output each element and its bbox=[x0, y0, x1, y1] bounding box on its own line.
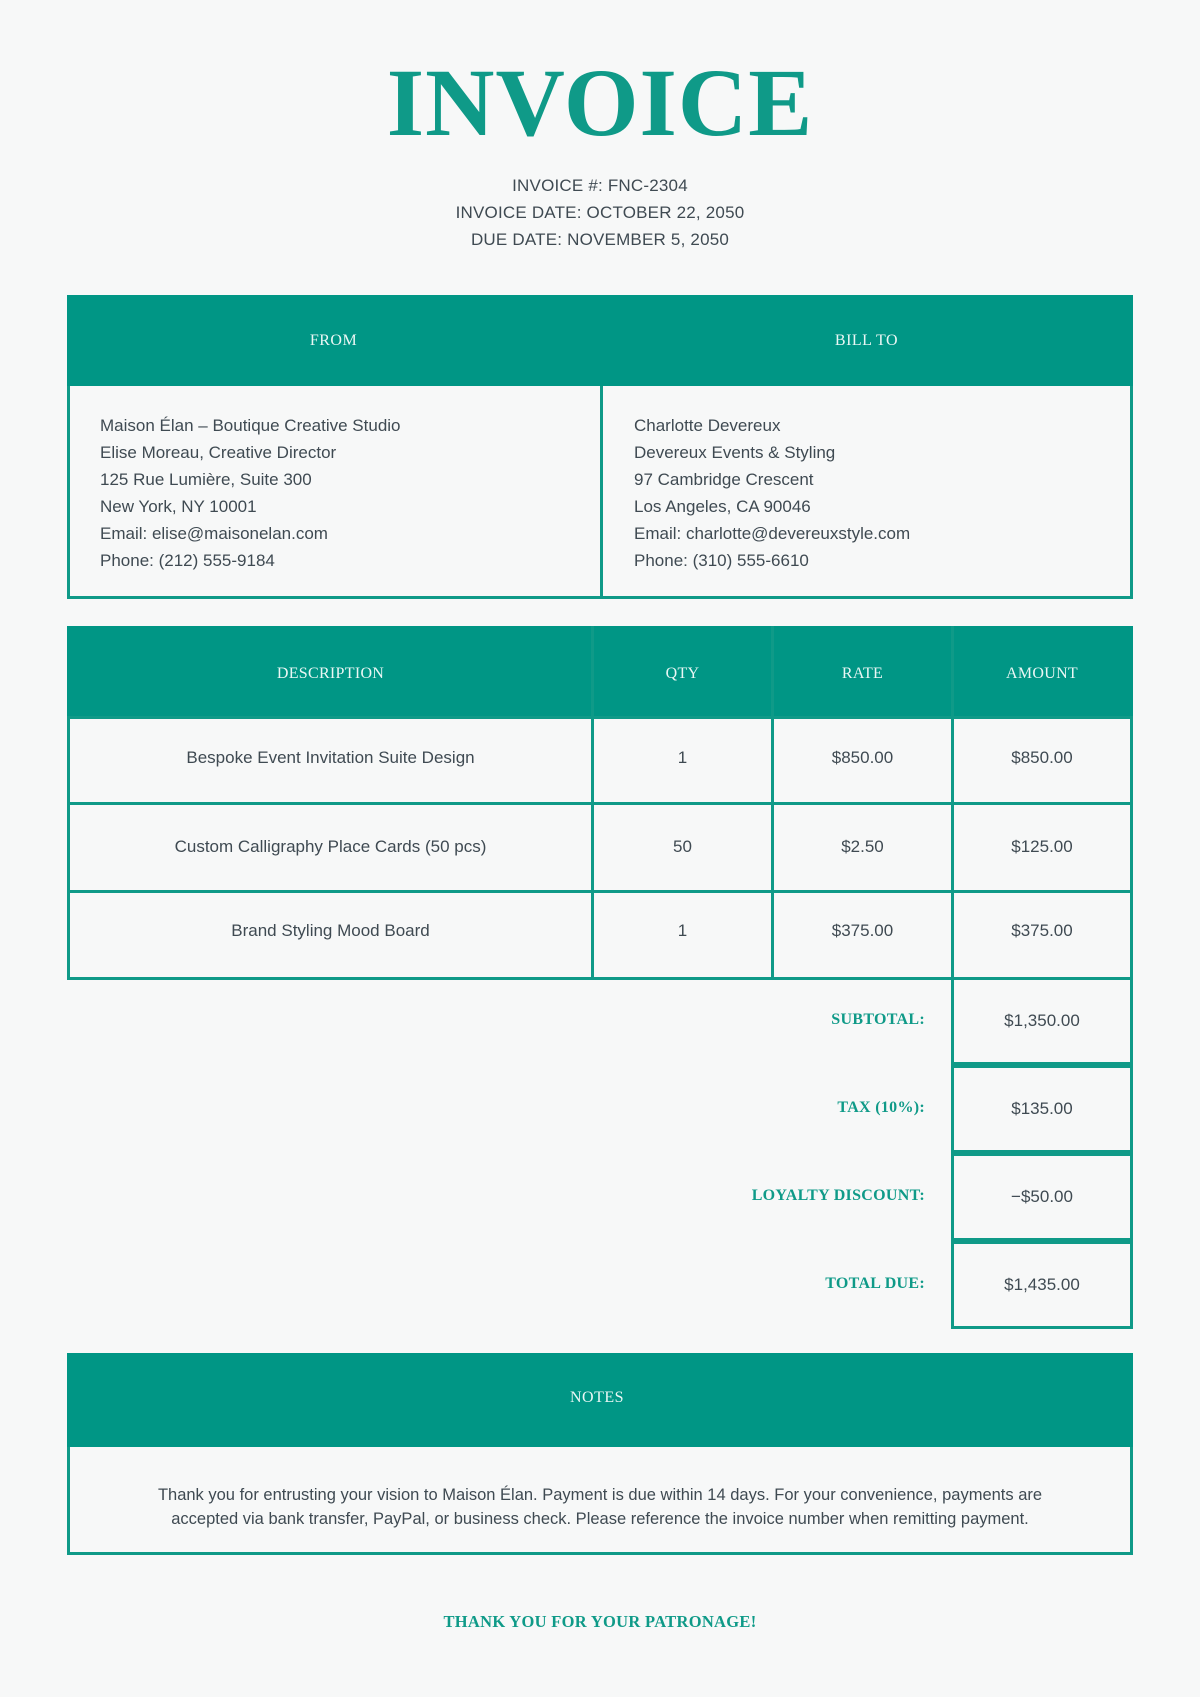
total-due-label: TOTAL DUE: bbox=[825, 1275, 925, 1292]
invoice-title: INVOICE bbox=[386, 49, 814, 156]
row-3-description: Brand Styling Mood Board bbox=[231, 921, 430, 940]
bill-to-street: 97 Cambridge Crescent bbox=[634, 470, 814, 489]
row-2-rate: $2.50 bbox=[841, 837, 884, 856]
invoice-meta bbox=[0, 172, 1200, 253]
tax-label: TAX (10%): bbox=[837, 1099, 925, 1116]
bill-to-name: Charlotte Devereux bbox=[634, 416, 781, 435]
row-3-rate: $375.00 bbox=[831, 921, 894, 940]
party-header-band bbox=[67, 295, 1133, 386]
party-divider bbox=[600, 386, 603, 599]
col-header-description: DESCRIPTION bbox=[276, 665, 385, 682]
row-divider bbox=[67, 716, 1133, 719]
row-1-amount: $850.00 bbox=[1011, 748, 1073, 767]
row-2-qty: 50 bbox=[673, 837, 692, 856]
invoice-number: INVOICE #: FNC-2304 bbox=[512, 176, 688, 195]
row-3-qty: 1 bbox=[677, 921, 688, 940]
party-table bbox=[67, 295, 1133, 599]
bill-to-email: Email: charlotte@devereuxstyle.com bbox=[634, 524, 911, 543]
bill-to-details bbox=[634, 412, 910, 574]
notes-body bbox=[90, 1483, 1110, 1531]
notes-header-band bbox=[67, 1353, 1133, 1447]
row-2-amount: $125.00 bbox=[1011, 837, 1073, 856]
from-email: Email: elise@maisonelan.com bbox=[100, 524, 328, 543]
bill-to-city: Los Angeles, CA 90046 bbox=[634, 497, 811, 516]
bill-to-heading: BILL TO bbox=[834, 332, 899, 349]
notes-line-1: Thank you for entrusting your vision to Maison Élan. Payment is due within 14 days. For your convenience, payments are bbox=[157, 1486, 1043, 1504]
subtotal-label: SUBTOTAL: bbox=[831, 1011, 925, 1028]
col-header-qty: QTY bbox=[665, 665, 700, 682]
row-divider bbox=[67, 802, 1133, 805]
row-3-amount: $375.00 bbox=[1011, 921, 1073, 940]
from-details bbox=[100, 412, 401, 574]
discount-value: −$50.00 bbox=[951, 1153, 1133, 1241]
from-contact: Elise Moreau, Creative Director bbox=[100, 443, 337, 462]
total-due-value: $1,435.00 bbox=[951, 1241, 1133, 1329]
due-date: DUE DATE: NOVEMBER 5, 2050 bbox=[470, 230, 730, 249]
row-2-description: Custom Calligraphy Place Cards (50 pcs) bbox=[174, 837, 487, 856]
row-divider bbox=[67, 890, 1133, 893]
col-header-rate: RATE bbox=[841, 665, 884, 682]
bill-to-company: Devereux Events & Styling bbox=[634, 443, 836, 462]
thank-you-footer: THANK YOU FOR YOUR PATRONAGE! bbox=[443, 1612, 757, 1631]
notes-line-2: accepted via bank transfer, PayPal, or business check. Please reference the invoice number when remitting payment. bbox=[171, 1510, 1029, 1528]
col-header-amount: AMOUNT bbox=[1005, 665, 1079, 682]
from-phone: Phone: (212) 555-9184 bbox=[100, 551, 275, 570]
subtotal-value: $1,350.00 bbox=[951, 977, 1133, 1065]
row-1-description: Bespoke Event Invitation Suite Design bbox=[186, 748, 475, 767]
invoice-date: INVOICE DATE: OCTOBER 22, 2050 bbox=[455, 203, 745, 222]
line-items-table bbox=[67, 626, 1133, 980]
notes-section bbox=[67, 1353, 1133, 1555]
from-street: 125 Rue Lumière, Suite 300 bbox=[100, 470, 312, 489]
from-city: New York, NY 10001 bbox=[100, 497, 257, 516]
notes-heading: NOTES bbox=[569, 1389, 625, 1406]
bill-to-phone: Phone: (310) 555-6610 bbox=[634, 551, 809, 570]
discount-label: LOYALTY DISCOUNT: bbox=[751, 1187, 925, 1204]
row-1-rate: $850.00 bbox=[831, 748, 894, 767]
row-1-qty: 1 bbox=[677, 748, 688, 767]
from-heading: FROM bbox=[309, 332, 358, 349]
tax-value: $135.00 bbox=[951, 1065, 1133, 1153]
from-company: Maison Élan – Boutique Creative Studio bbox=[100, 416, 401, 435]
